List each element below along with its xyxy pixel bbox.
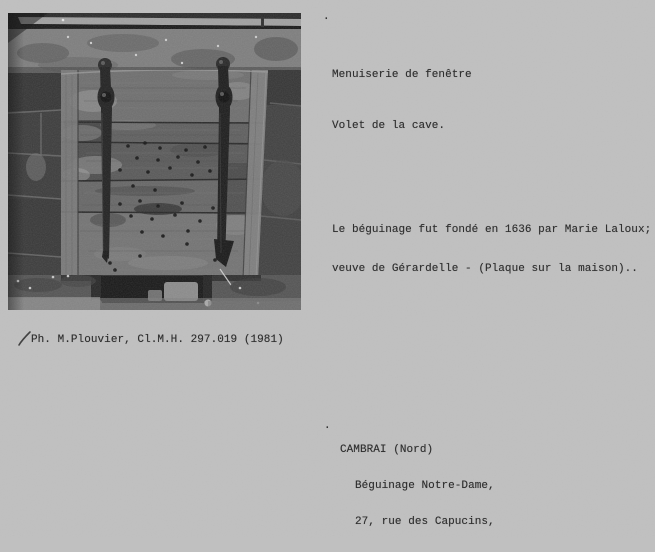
caption-history-line1: Le béguinage fut fondé en 1636 par Marie Laloux; (332, 224, 652, 236)
photo-credit: Ph. M.Plouvier, Cl.M.H. 297.019 (1981) (31, 334, 284, 346)
photo-canvas (8, 13, 301, 310)
address-city: CAMBRAI (Nord) (340, 444, 434, 456)
address-street: 27, rue des Capucins, (355, 516, 495, 528)
edge-vignette (8, 13, 24, 310)
address-block (340, 420, 495, 552)
caption-history-line2: veuve de Gérardelle - (Plaque sur la maison).. (332, 263, 638, 275)
caption-block-top (332, 9, 651, 326)
photo-grain (8, 13, 301, 310)
handwritten-slash-icon (18, 330, 32, 347)
caption-subtitle-line: Volet de la cave. (332, 120, 446, 132)
bullet-mark-address: . (324, 420, 331, 432)
address-place: Béguinage Notre-Dame, (355, 480, 495, 492)
caption-title-line: Menuiserie de fenêtre (332, 69, 472, 81)
bullet-mark-top: . (323, 11, 330, 23)
photograph-volet-de-cave (8, 13, 301, 310)
